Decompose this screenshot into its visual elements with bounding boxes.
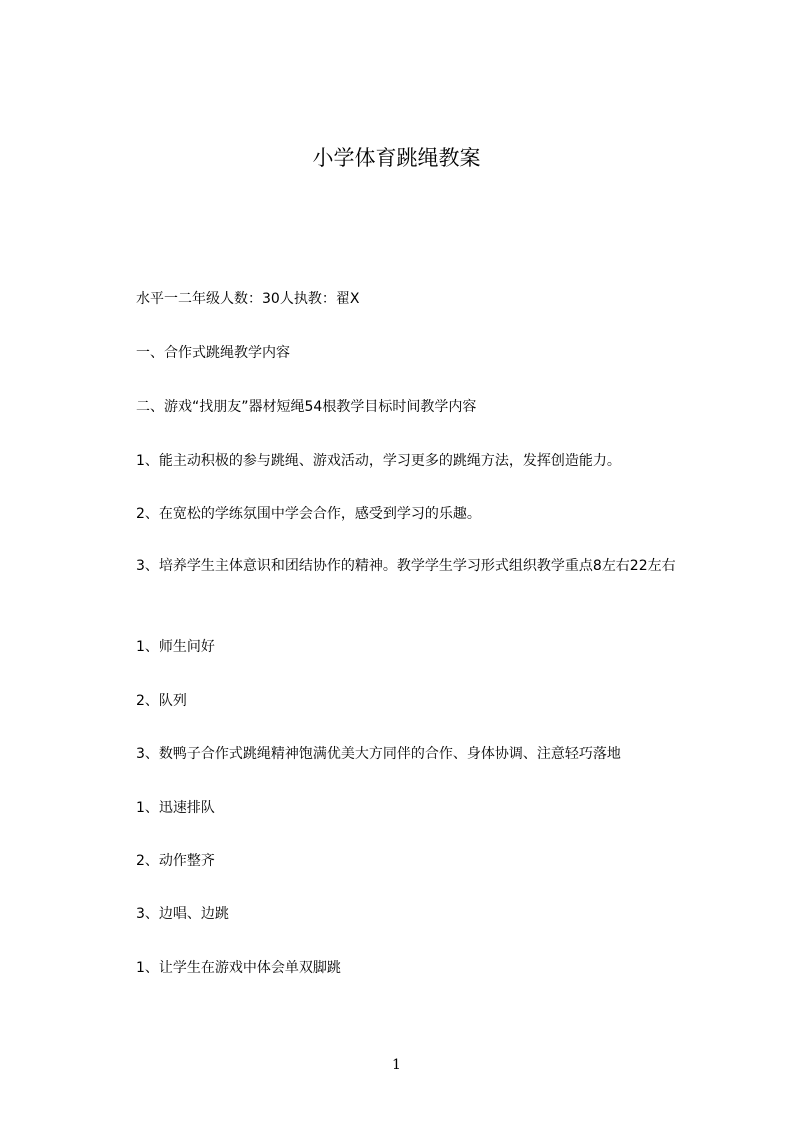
list-item: 1、师生问好 (136, 639, 215, 655)
paragraph-goal-3: 3、培养学生主体意识和团结协作的精神。教学学生学习形式组织教学重点8左右22左右 (136, 558, 676, 574)
list-item: 3、数鸭子合作式跳绳精神饱满优美大方同伴的合作、身体协调、注意轻巧落地 (136, 746, 621, 762)
paragraph-section-one: 一、合作式跳绳教学内容 (136, 345, 290, 361)
paragraph-goal-2: 2、在宽松的学练氛围中学会合作，感受到学习的乐趣。 (136, 506, 481, 522)
paragraph-goal-1: 1、能主动积极的参与跳绳、游戏活动，学习更多的跳绳方法，发挥创造能力。 (136, 453, 621, 469)
document-title: 小学体育跳绳教案 (312, 146, 481, 170)
list-item: 1、让学生在游戏中体会单双脚跳 (136, 960, 341, 976)
list-item: 3、边唱、边跳 (136, 906, 229, 922)
list-item: 2、动作整齐 (136, 853, 215, 869)
page-number: 1 (392, 1057, 401, 1073)
list-item: 2、队列 (136, 693, 187, 709)
list-item: 1、迅速排队 (136, 800, 215, 816)
paragraph-class-info: 水平一二年级人数：30人执教：翟X (136, 291, 360, 307)
paragraph-section-two: 二、游戏“找朋友”器材短绳54根教学目标时间教学内容 (136, 399, 477, 415)
